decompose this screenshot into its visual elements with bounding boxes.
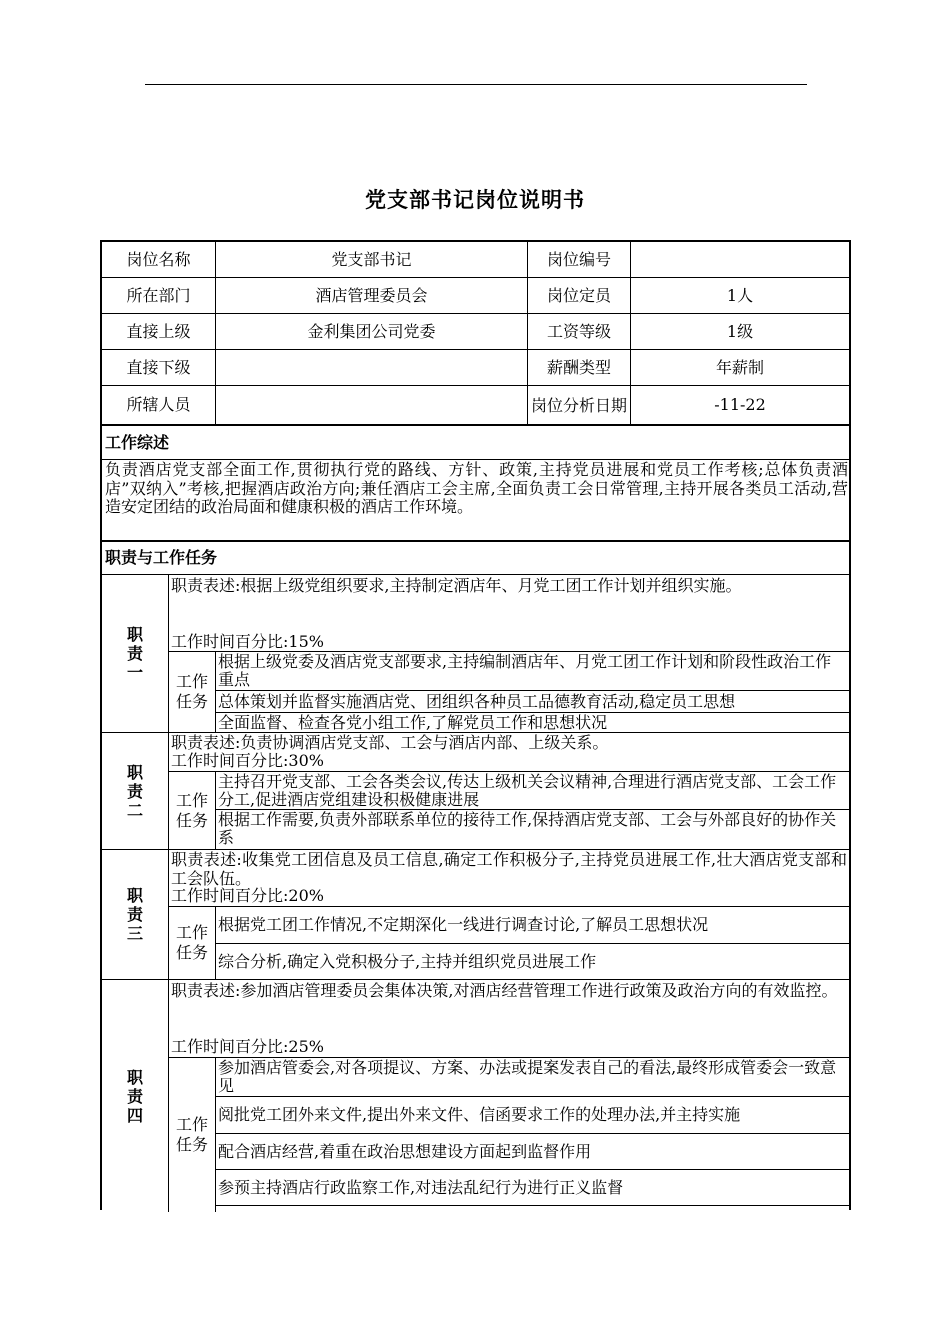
duty-3-task-label: 工作任务 [175, 923, 208, 962]
label-analysis-date: 岗位分析日期 [530, 395, 627, 415]
duty-2-task-1: 主持召开党支部、工会各类会议,传达上级机关会议精神,合理进行酒店党支部、工会工作分工,促进酒店党组建设积极健康进展 [218, 772, 837, 809]
duty-1-task-label: 工作任务 [175, 672, 208, 711]
duty-2-description: 职责表述:负责协调酒店党支部、工会与酒店内部、上级关系。 [171, 733, 609, 752]
label-headcount: 岗位定员 [546, 286, 611, 305]
duties-heading: 职责与工作任务 [105, 548, 218, 567]
label-salary-grade: 工资等级 [546, 322, 611, 341]
value-position-name: 党支部书记 [331, 250, 412, 269]
duty-1-task-1: 根据上级党委及酒店党支部要求,主持编制酒店年、月党工团工作计划和阶段性政治工作重点 [218, 652, 832, 689]
summary-heading: 工作综述 [105, 432, 170, 452]
duty-2-label: 职责二 [126, 762, 143, 820]
duty-4-task-label: 工作任务 [175, 1115, 208, 1154]
document-title: 党支部书记岗位说明书 [365, 188, 585, 212]
job-description-table [100, 240, 851, 1210]
header-rule [145, 84, 807, 85]
label-position-name: 岗位名称 [126, 250, 191, 269]
duty-4-label: 职责四 [126, 1067, 143, 1125]
duty-4-description: 职责表述:参加酒店管理委员会集体决策,对酒店经营管理工作进行政策及政治方向的有效监控。 [171, 981, 838, 1000]
duty-1-task-2: 总体策划并监督实施酒店党、团组织各种员工品德教育活动,稳定员工思想 [218, 691, 736, 711]
label-department: 所在部门 [126, 286, 191, 305]
label-pay-type: 薪酬类型 [546, 358, 611, 377]
value-headcount: 1人 [726, 286, 754, 305]
duty-4-task-4: 参预主持酒店行政监察工作,对违法乱纪行为进行正义监督 [218, 1177, 624, 1197]
duty-4-task-2: 阅批党工团外来文件,提出外来文件、信函要求工作的处理办法,并主持实施 [218, 1105, 741, 1124]
label-direct-superior: 直接上级 [126, 322, 191, 341]
duty-1-time-percent: 工作时间百分比:15% [171, 632, 324, 651]
duty-3-description: 职责表述:收集党工团信息及员工信息,确定工作积极分子,主持党员进展工作,壮大酒店党支部和工会队伍。 [171, 850, 847, 888]
duty-2-time-percent: 工作时间百分比:30% [171, 751, 324, 770]
label-position-code: 岗位编号 [546, 250, 611, 269]
value-salary-grade: 1级 [726, 322, 754, 341]
duty-3-time-percent: 工作时间百分比:20% [171, 886, 324, 905]
duty-1-description: 职责表述:根据上级党组织要求,主持制定酒店年、月党工团工作计划并组织实施。 [171, 576, 742, 595]
value-analysis-date: -11-22 [714, 395, 766, 414]
duty-4-task-3: 配合酒店经营,着重在政治思想建设方面起到监督作用 [218, 1141, 592, 1161]
value-position-code [631, 242, 849, 278]
value-department: 酒店管理委员会 [315, 286, 428, 305]
value-direct-superior: 金利集团公司党委 [307, 322, 436, 341]
value-staff-under [216, 386, 527, 424]
duty-4-task-1: 参加酒店管委会,对各项提议、方案、办法或提案发表自己的看法,最终形成管委会一致意见 [218, 1058, 837, 1095]
summary-text: 负责酒店党支部全面工作,贯彻执行党的路线、方针、政策,主持党员进展和党员工作考核;总体负责酒店”双纳入”考核,把握酒店政治方向;兼任酒店工会主席,全面负责工会日常管理,主持开展各类员工活动,营造安定团结的政治局面和健康积极的酒店工作环境。 [105, 460, 848, 516]
duty-2-task-2: 根据工作需要,负责外部联系单位的接待工作,保持酒店党支部、工会与外部良好的协作关系 [218, 810, 837, 847]
duty-3-task-2: 综合分析,确定入党积极分子,主持并组织党员进展工作 [218, 951, 597, 971]
label-staff-under: 所辖人员 [126, 395, 191, 414]
value-pay-type: 年薪制 [715, 358, 764, 377]
duty-3-label: 职责三 [126, 886, 143, 943]
duty-3-task-1: 根据党工团工作情况,不定期深化一线进行调查讨论,了解员工思想状况 [218, 915, 709, 934]
duty-1-label: 职责一 [126, 625, 143, 682]
value-direct-subordinate [216, 350, 527, 386]
label-direct-subordinate: 直接下级 [126, 358, 191, 377]
duty-2-task-label: 工作任务 [175, 790, 208, 830]
duty-4-time-percent: 工作时间百分比:25% [171, 1037, 324, 1056]
duty-1-task-3: 全面监督、检查各党小组工作,了解党员工作和思想状况 [218, 712, 608, 732]
